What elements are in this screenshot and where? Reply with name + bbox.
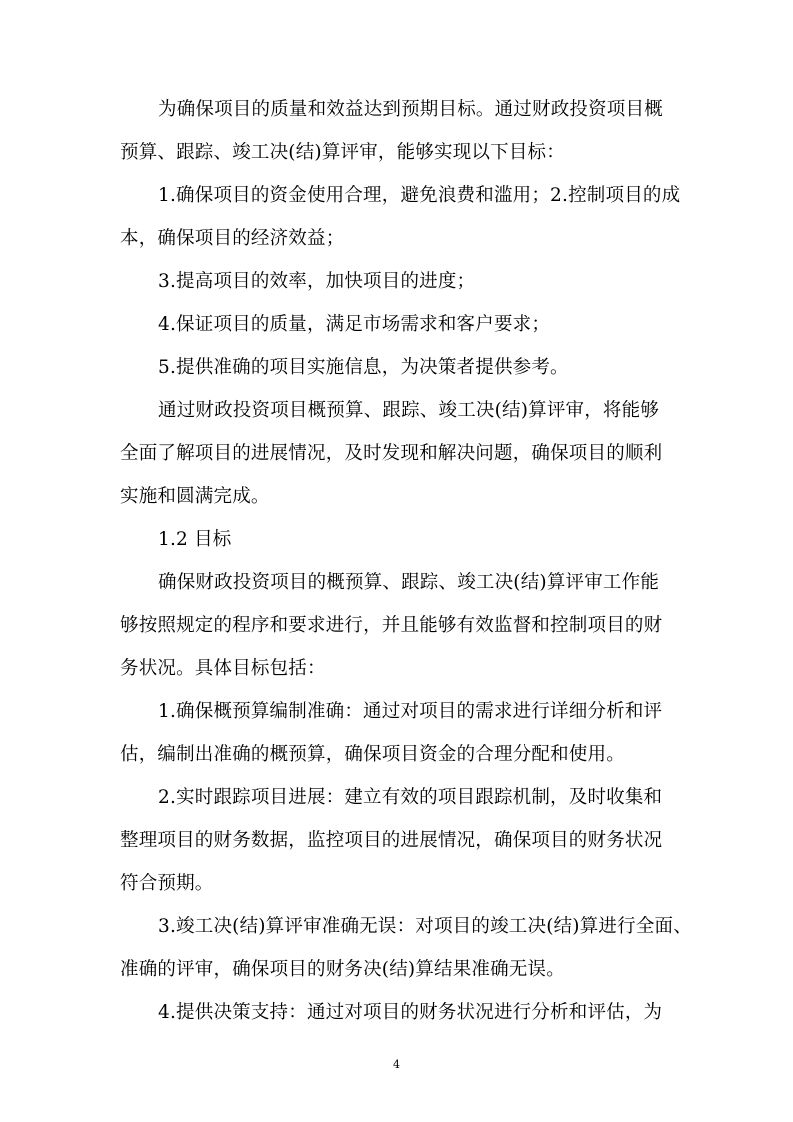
text-line: 1.确保概预算编制准确：通过对项目的需求进行详细分析和评: [158, 701, 663, 722]
text-line: 符合预期。: [120, 873, 214, 894]
section-heading: 1.2 目标: [158, 529, 232, 550]
text-line: 估，编制出准确的概预算，确保项目资金的合理分配和使用。: [120, 744, 625, 765]
text-line: 本，确保项目的经济效益；: [120, 228, 345, 249]
text-line: 整理项目的财务数据，监控项目的进展情况，确保项目的财务状况: [120, 830, 663, 851]
text-line: 通过财政投资项目概预算、跟踪、竣工决(结)算评审，将能够: [158, 400, 660, 421]
text-line: 实施和圆满完成。: [120, 486, 270, 507]
text-line: 确保财政投资项目的概预算、跟踪、竣工决(结)算评审工作能: [158, 572, 660, 593]
text-line: 够按照规定的程序和要求进行，并且能够有效监督和控制项目的财: [120, 615, 663, 636]
text-line: 3.提高项目的效率，加快项目的进度；: [158, 271, 476, 292]
text-line: 务状况。具体目标包括：: [120, 658, 326, 679]
text-line: 3.竣工决(结)算评审准确无误：对项目的竣工决(结)算进行全面、: [158, 916, 692, 937]
text-line: 5.提供准确的项目实施信息，为决策者提供参考。: [158, 357, 569, 378]
text-line: 预算、跟踪、竣工决(结)算评审，能够实现以下目标：: [120, 142, 565, 163]
text-line: 准确的评审，确保项目的财务决(结)算结果准确无误。: [120, 959, 565, 980]
text-line: 4.保证项目的质量，满足市场需求和客户要求；: [158, 314, 551, 335]
text-line: 全面了解项目的进展情况，及时发现和解决问题，确保项目的顺利: [120, 443, 663, 464]
text-line: 为确保项目的质量和效益达到预期目标。通过财政投资项目概: [158, 99, 663, 120]
text-line: 4.提供决策支持：通过对项目的财务状况进行分析和评估，为: [158, 1002, 663, 1023]
text-line: 1.确保项目的资金使用合理，避免浪费和滥用；2.控制项目的成: [158, 185, 681, 206]
page-number: 4: [393, 1058, 400, 1071]
text-line: 2.实时跟踪项目进展：建立有效的项目跟踪机制，及时收集和: [158, 787, 663, 808]
